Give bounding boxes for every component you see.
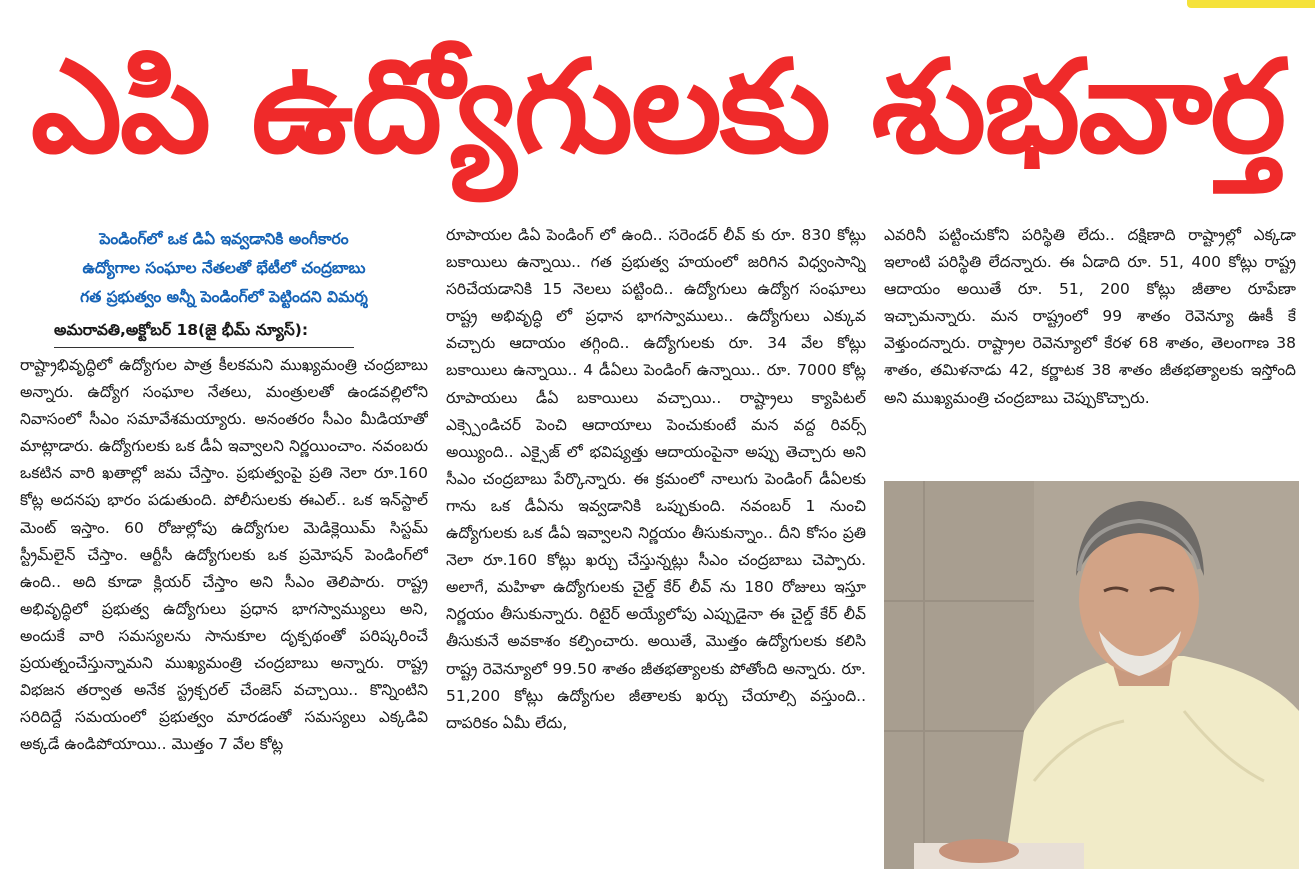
corner-color-tab	[1187, 0, 1315, 8]
news-photo	[884, 481, 1299, 869]
subhead-line-1: పెండింగ్‌లో ఒక డిఏ ఇవ్వడానికి అంగీకారం	[99, 230, 349, 248]
dateline: అమరావతి,అక్టోబర్ 18(జై భీమ్ న్యూస్):	[54, 321, 309, 339]
article-column-3	[884, 222, 1296, 472]
subhead-line-2: ఉద్యోగాల సంఘాల నేతలతో భేటీలో చంద్రబాబు	[82, 259, 366, 277]
headline: ఎపి ఉద్యోగులకు శుభవార్త	[30, 33, 1285, 182]
article-text-column-2: రూపాయల డిఏ పెండింగ్ లో ఉంది.. సరెండర్ లీవ్ కు రూ. 830 కోట్లు బకాయిలు ఉన్నాయి.. గత ప్రభుత్వ హయంలో జరిగిన విధ్వంసాన్ని సరిచేయడానికి 15 నెలలు పట్టింది.. ఉద్యోగులు ఉద్యోగ సంఘాలు రాష్ట్ర అభివృద్ధి లో ప్రధాన భాగస్వాములు.. ఉద్యోగులు ఎక్కువ వచ్చారు ఆదాయం తగ్గింది.. ఉద్యోగులకు రూ. 34 వేల కోట్లు బకాయిలు ఉన్నాయి.. 4 డీఏలు పెండింగ్ ఉన్నాయి.. రూ. 7000 కోట్ల రూపాయలు డీఏ బకాయిలు వచ్చాయి.. రాష్ట్రాలు క్యాపిటల్ ఎక్స్పెండిచర్ పెంచి ఆదాయాలు పెంచుకుంటే మన వద్ద రివర్స్ అయ్యింది.. ఎక్సైజ్ లో భవిష్యత్తు ఆదాయంపైనా అప్పు తెచ్చారు అని సీఎం చంద్రబాబు పేర్కొన్నారు. ఈ క్రమంలో నాలుగు పెండింగ్ డీఏలకు గాను ఒక డీఏను ఇవ్వడానికి ఒప్పుకుంది. నవంబర్ 1 నుంచి ఉద్యోగులకు ఒక డీఏ ఇవ్వాలని నిర్ణయం తీసుకున్నాం.. దీని కోసం ప్రతి నెలా రూ.160 కోట్లు ఖర్చు చేస్తున్నట్లు సీఎం చంద్రబాబు చెప్పారు. అలాగే, మహిళా ఉద్యోగులకు చైల్డ్ కేర్ లీవ్ ను 180 రోజులు ఇస్తూ నిర్ణయం తీసుకున్నారు. రిటైర్ అయ్యేలోపు ఎప్పుడైనా ఈ చైల్డ్ కేర్ లీవ్ తీసుకునే అవకాశం కల్పించారు. అయితే, మొత్తం ఉద్యోగులకు కలిసి రాష్ట్ర రెవెన్యూలో 99.50 శాతం జీతభత్యాలకు పోతోంది అన్నారు. రూ. 51,200 కోట్లు ఉద్యోగుల జీతాలకు ఖర్చు చేయాల్సి వస్తుంది.. దాపరికం ఏమీ లేదు,	[446, 226, 866, 732]
person-photo-icon	[884, 481, 1299, 869]
article-text-column-3: ఎవరినీ పట్టించుకోని పరిస్థితి లేదు.. దక్షిణాది రాష్ట్రాల్లో ఎక్కడా ఇలాంటి పరిస్థితి లేదన్నారు. ఈ ఏడాది రూ. 51, 400 కోట్లు రాష్ట్ర ఆదాయం అయితే రూ. 51, 200 కోట్లు జీతాల రూపేణా ఇచ్చామన్నారు. మన రాష్ట్రంలో 99 శాతం రెవెన్యూ ఊకీ కే వెళ్తుందన్నారు. రాష్ట్రాల రెవెన్యూలో కేరళ 68 శాతం, తెలంగాణ 38 శాతం, తమిళనాడు 42, కర్ణాటక 38 శాతం జీతభత్యాలకు ఇస్తోంది అని ముఖ్యమంత్రి చంద్రబాబు చెప్పుకొచ్చారు.	[884, 226, 1296, 407]
subhead-line-3: గత ప్రభుత్వం అన్నీ పెండింగ్‌లో పెట్టిందని విమర్శ	[80, 288, 368, 306]
article-column-2	[446, 222, 866, 892]
dateline-divider	[54, 347, 354, 348]
article-column-1	[20, 222, 428, 892]
subheadings	[20, 222, 428, 312]
article-text-column-1: రాష్ట్రాభివృద్ధిలో ఉద్యోగుల పాత్ర కీలకమని ముఖ్యమంత్రి చంద్రబాబు అన్నారు. ఉద్యోగ సంఘాల నేతలు, మంత్రులతో ఉండవల్లిలోని నివాసంలో సీఎం సమావేశమయ్యారు. అనంతరం సీఎం మీడియాతో మాట్లాడారు. ఉద్యోగులకు ఒక డీఏ ఇవ్వాలని నిర్ణయించాం. నవంబరు ఒకటిన వారి ఖతాల్లో జమ చేస్తాం. ప్రభుత్వంపై ప్రతి నెలా రూ.160 కోట్ల అదనపు భారం పడుతుంది. పోలీసులకు ఈఎల్.. ఒక ఇన్‌స్టాల్ మెంట్ ఇస్తాం. 60 రోజుల్లోపు ఉద్యోగుల మెడిక్లెయిమ్ సిస్టమ్ స్ట్రీమ్‌లైన్ చేస్తాం. ఆర్టీసీ ఉద్యోగులకు ఒక ప్రమోషన్ పెండింగ్‌లో ఉంది.. అది కూడా క్లియర్ చేస్తాం అని సీఎం తెలిపారు. రాష్ట్ర అభివృద్ధిలో ప్రభుత్వ ఉద్యోగులు ప్రధాన భాగస్వామ్యులు అని, అందుకే వారి సమస్యలను సానుకూల దృక్పథంతో పరిష్కరించే ప్రయత్నంచేస్తున్నామని ముఖ్యమంత్రి చంద్రబాబు అన్నారు. రాష్ట్ర విభజన తర్వాత అనేక స్ట్రక్చరల్ చేంజెస్ వచ్చాయి.. కొన్నింటిని సరిదిద్దే సమయంలో ప్రభుత్వం మారడంతో సమస్యలు ఎక్కడివి అక్కడే ఉండిపోయాయి.. మొత్తం 7 వేల కోట్ల	[20, 356, 428, 754]
